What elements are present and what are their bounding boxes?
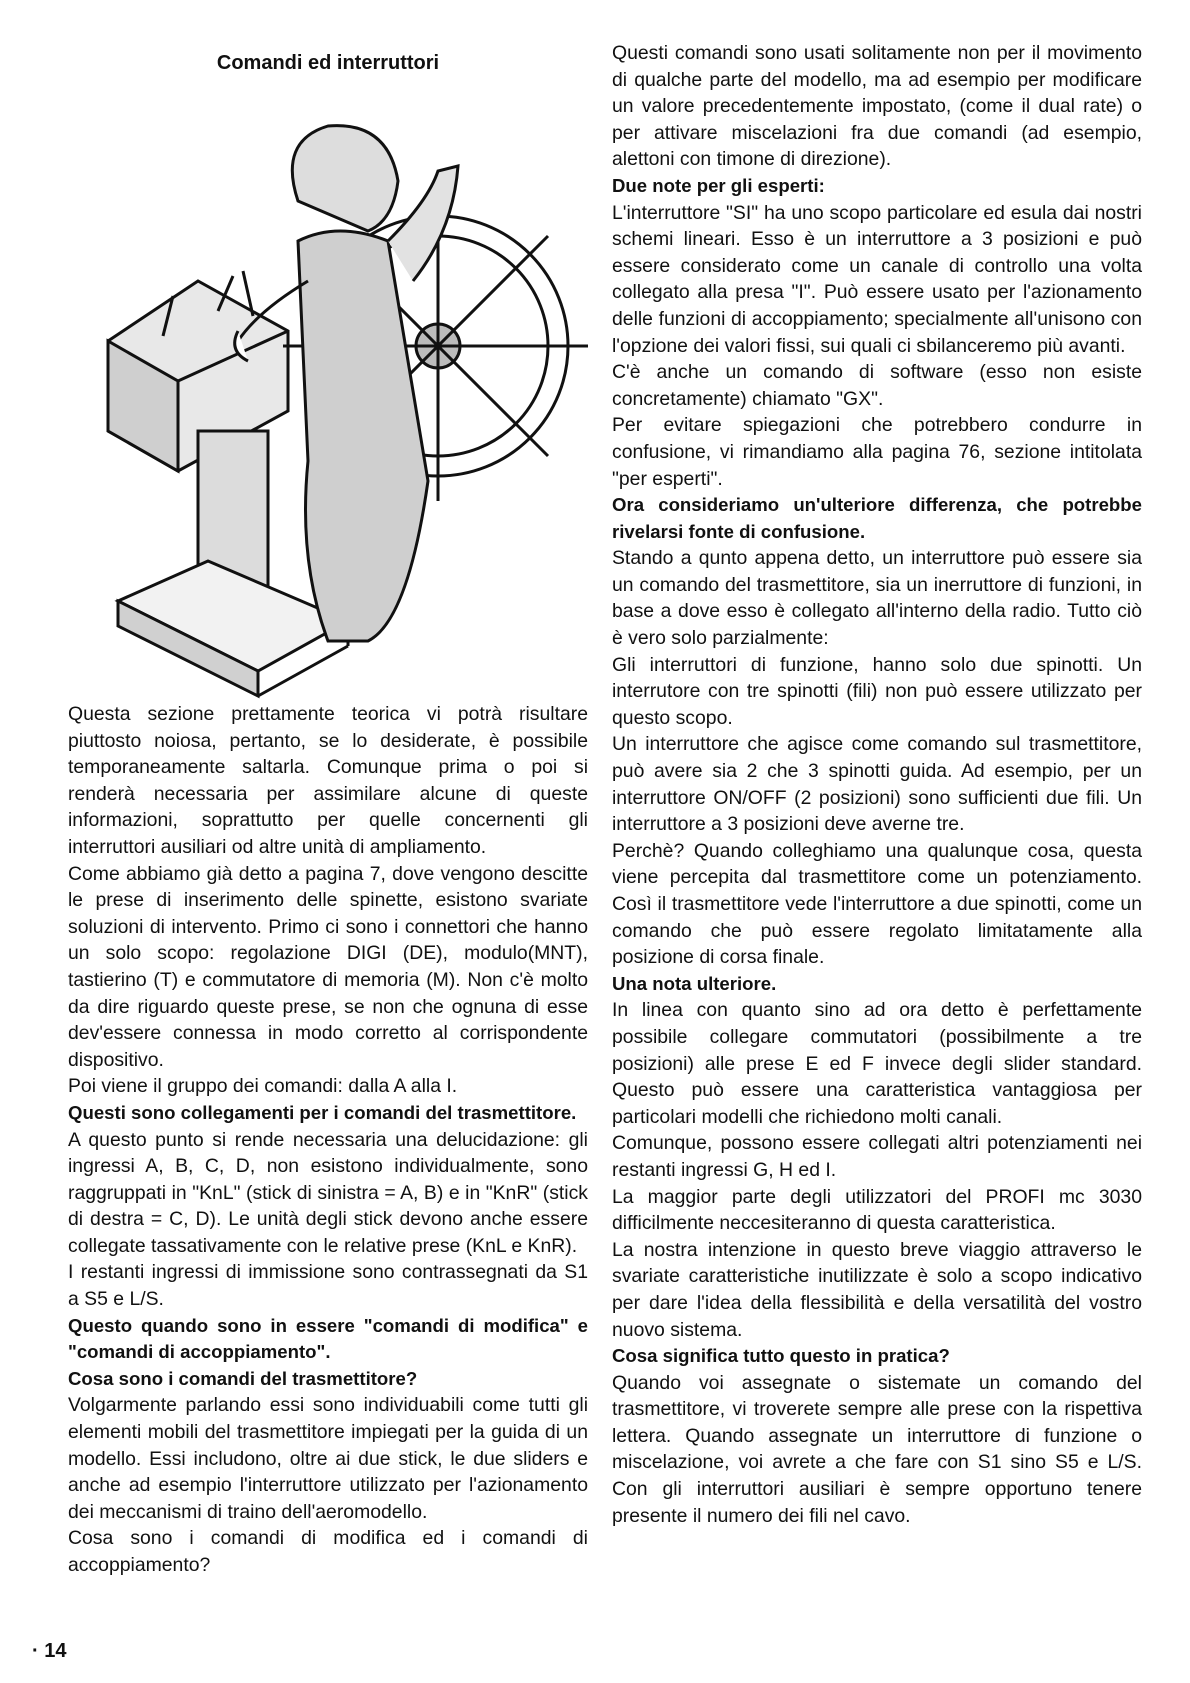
bold-heading: Cosa significa tutto questo in pratica? <box>612 1345 950 1367</box>
paragraph: Comunque, possono essere collegati altri potenziamenti nei restanti ingressi G, H ed I. <box>612 1132 1142 1181</box>
paragraph: Un interruttore che agisce come comando sul trasmettitore, può avere sia 2 che 3 spinotti guida. Ad esempio, per un interruttore ON/OFF (2 posizioni) sono sufficienti due fili. Un interruttore a 3 posizioni deve averne tre. <box>612 733 1142 836</box>
ship-wheel-illustration <box>68 81 588 701</box>
left-column <box>68 40 588 1579</box>
paragraph: Stando a qunto appena detto, un interruttore può essere sia un comando del trasmettitore, sia un inerruttore di funzioni, in base a dove esso è collegato all'interno della radio. Tutto ciò è vero solo parzialmente: <box>612 547 1142 650</box>
bold-heading: Una nota ulteriore. <box>612 972 777 994</box>
page-number: · 14 <box>32 1640 67 1662</box>
paragraph: Questi comandi sono usati solitamente non per il movimento di qualche parte del modello, ma ad esempio per modificare un valore precedentemente impostato, (come il dual rate) o per attivare miscelazioni fra due comandi (ad esempio, alettoni con timone di direzione). <box>612 42 1142 171</box>
paragraph: L'interruttore "SI" ha uno scopo particolare ed esula dai nostri schemi lineari. Esso è un interruttore a 3 posizioni e può essere considerato come un canale di controllo una volta collegato alla presa "I". Può essere usato per l'azionamento delle funzioni di accoppiamento; specialmente all'unisono con l'opzione dei valori fissi, sui quali ci sbilanceremo più avanti. <box>612 201 1142 357</box>
paragraph: La maggior parte degli utilizzatori del PROFI mc 3030 difficilmente neccesiteranno di questa caratteristica. <box>612 1185 1142 1235</box>
paragraph: Volgarmente parlando essi sono individuabili come tutti gli elementi mobili del trasmettitore impiegati per la guida di un modello. Essi includono, oltre ai due stick, le due sliders e anche ad esempio l'interruttore utilizzato per l'azionamento dei meccanismi di traino dell'aeromodello. <box>68 1394 588 1523</box>
paragraph: I restanti ingressi di immissione sono contrassegnati da S1 a S5 e L/S. <box>68 1261 588 1311</box>
paragraph: C'è anche un comando di software (esso non esiste concretamente) chiamato "GX". <box>612 361 1142 410</box>
paragraph: Poi viene il gruppo dei comandi: dalla A alla I. <box>68 1075 458 1098</box>
paragraph: A questo punto si rende necessaria una delucidazione: gli ingressi A, B, C, D, non esistono individualmente, sono raggruppati in "KnL" (stick di sinistra = A, B) e in "KnR" (stick di destra = C, D). Le unità degli stick devono anche essere collegate tassativamente con le relative prese (KnL e KnR). <box>68 1128 588 1257</box>
paragraph: Gli interruttori di funzione, hanno solo due spinotti. Un interrutore con tre spinotti (fili) non può essere utilizzato per questo scopo. <box>612 653 1142 729</box>
bold-heading: Due note per gli esperti: <box>612 174 825 196</box>
paragraph: Per evitare spiegazioni che potrebbero condurre in confusione, vi rimandiamo alla pagina 76, sezione intitolata "per esperti". <box>612 414 1142 490</box>
right-column <box>612 40 1142 1529</box>
left-text <box>68 701 588 1579</box>
paragraph: Cosa sono i comandi di modifica ed i comandi di accoppiamento? <box>68 1527 588 1576</box>
paragraph: Perchè? Quando colleghiamo una qualunque cosa, questa viene percepita dal trasmettitore come un potenziamento. Così il trasmettitore vede l'interruttore a due spinotti, come un comando che può essere regolato limitatamente alla posizione di corsa finale. <box>612 839 1142 969</box>
paragraph: Quando voi assegnate o sistemate un comando del trasmettitore, vi troverete sempre alle prese con la rispettiva lettera. Quando assegnate un interruttore di funzione o miscelazione, voi avrete a che fare con S1 sino S5 e L/S. Con gli interruttori ausiliari è sempre opportuno tenere presente il numero dei fili nel cavo. <box>612 1371 1142 1527</box>
bold-heading: Questi sono collegamenti per i comandi del trasmettitore. <box>68 1101 577 1123</box>
section-title: Comandi ed interruttori <box>216 52 440 74</box>
paragraph: In linea con quanto sino ad ora detto è perfettamente possibile collegare commutatori (possibilmente a tre posizioni) alle prese E ed F invece degli slider standard. Questo può essere una caratteristica vantaggiosa per particolari modelli che richiedono molti canali. <box>612 999 1142 1128</box>
bold-heading: Ora consideriamo un'ulteriore differenza, che potrebbe rivelarsi fonte di confusione. <box>612 494 1142 542</box>
bold-heading: Cosa sono i comandi del trasmettitore? <box>68 1367 418 1389</box>
paragraph: La nostra intenzione in questo breve viaggio attraverso le svariate caratteristiche inutilizzate è solo a scopo indicativo per dare l'idea della flessibilità e della versatilità del vostro nuovo sistema. <box>612 1238 1142 1341</box>
bold-heading: Questo quando sono in essere "comandi di modifica" e "comandi di accoppiamento". <box>68 1314 588 1363</box>
paragraph: Come abbiamo già detto a pagina 7, dove vengono descitte le prese di inserimento delle spinette, esistono svariate soluzioni di intervento. Primo ci sono i connettori che hanno un solo scopo: regolazione DIGI (DE), modulo(MNT), tastierino (T) e commutatore di memoria (M). Non c'è molto da dire riguardo queste prese, se non che ognuna di esse dev'essere connessa in modo corretto al corrispondente dispositivo. <box>68 862 588 1071</box>
paragraph: Questa sezione prettamente teorica vi potrà risultare piuttosto noiosa, pertanto, se lo desiderate, è possibile temporaneamente saltarla. Comunque prima o poi si renderà necessaria per assimilare alcune di queste informazioni, soprattutto per quelle concernenti gli interruttori ausiliari od altre unità di ampliamento. <box>68 703 588 858</box>
